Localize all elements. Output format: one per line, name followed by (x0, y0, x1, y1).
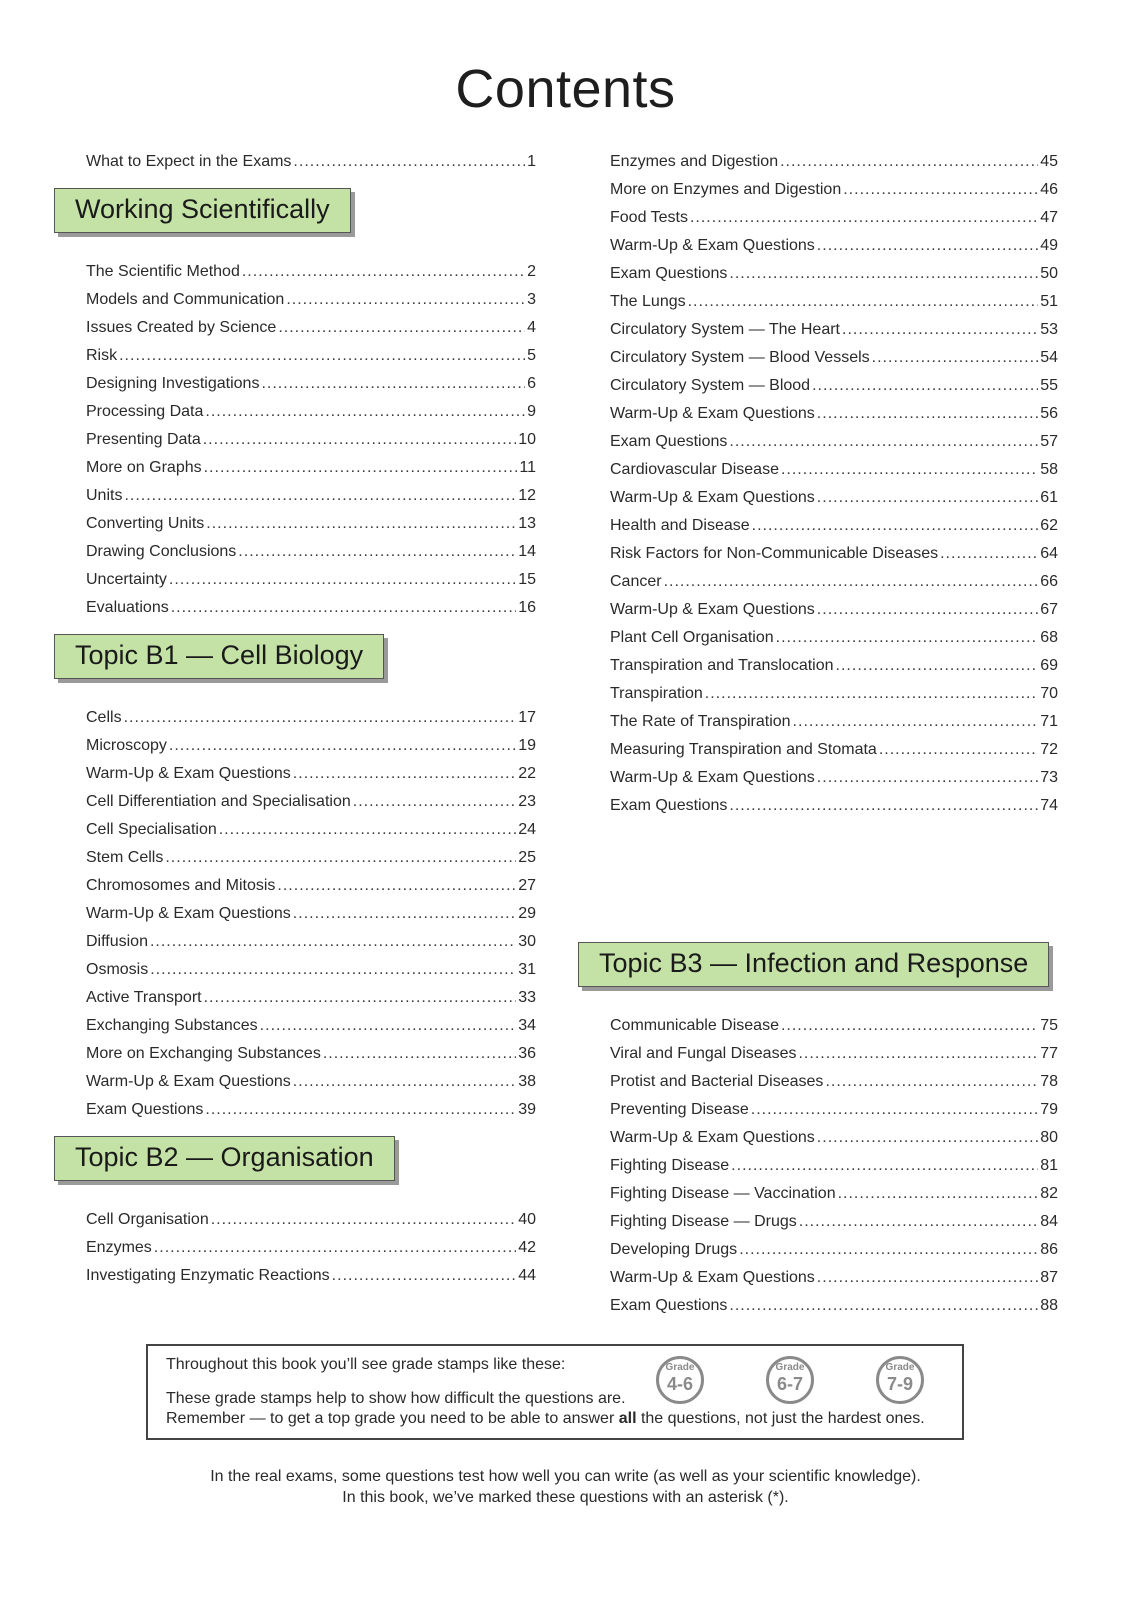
toc-entry-page: 84 (1040, 1213, 1058, 1230)
column-spacer (610, 820, 1058, 930)
toc-entry (86, 342, 536, 370)
toc-entry-title: Microscopy (86, 737, 167, 754)
toc-entry-page: 34 (518, 1017, 536, 1034)
toc-entry (86, 566, 536, 594)
toc-leader-dots (793, 708, 1039, 736)
toc-entry (610, 1096, 1058, 1124)
page-title: Contents (455, 59, 676, 119)
toc-entry-page: 45 (1040, 153, 1058, 170)
toc-entry (86, 704, 536, 732)
toc-entry-page: 73 (1040, 769, 1058, 786)
toc-entry (610, 1068, 1058, 1096)
toc-entry (610, 680, 1058, 708)
toc-entry-title: Exam Questions (610, 797, 728, 814)
toc-entry-title: Warm-Up & Exam Questions (86, 1073, 291, 1090)
toc-leader-dots (323, 1040, 516, 1068)
toc-entry (610, 1180, 1058, 1208)
toc-entry-page: 71 (1040, 713, 1058, 730)
toc-leader-dots (842, 316, 1038, 344)
section-heading-wrapper (75, 176, 536, 258)
toc-entry-title: Warm-Up & Exam Questions (610, 1269, 815, 1286)
toc-leader-dots (780, 148, 1038, 176)
toc-leader-dots (872, 344, 1039, 372)
toc-leader-dots (205, 1096, 516, 1124)
toc-entry-page: 62 (1040, 517, 1058, 534)
toc-entry (610, 232, 1058, 260)
toc-leader-dots (150, 956, 516, 984)
grade-stamp-info-box (146, 1344, 964, 1440)
toc-entry-title: Exam Questions (86, 1101, 204, 1118)
toc-entry-page: 38 (518, 1073, 536, 1090)
toc-entry-title: The Scientific Method (86, 263, 240, 280)
toc-entry-title: Enzymes and Digestion (610, 153, 779, 170)
toc-entry-page: 5 (527, 347, 536, 364)
toc-entry-title: Communicable Disease (610, 1017, 779, 1034)
toc-entry (610, 1012, 1058, 1040)
toc-leader-dots (825, 1068, 1038, 1096)
toc-entry (610, 1236, 1058, 1264)
info-line-1: Throughout this book you’ll see grade stamps like these: (166, 1356, 566, 1373)
toc-entry-page: 51 (1040, 293, 1058, 310)
toc-entry-page: 22 (518, 765, 536, 782)
contents-column-right (599, 148, 1058, 1320)
toc-entry-title: Warm-Up & Exam Questions (610, 1129, 815, 1146)
section-heading: Topic B2 — Organisation (54, 1136, 395, 1181)
toc-entry-page: 77 (1040, 1045, 1058, 1062)
toc-entry-page: 6 (527, 375, 536, 392)
section-heading: Topic B1 — Cell Biology (54, 634, 384, 679)
toc-leader-dots (776, 624, 1039, 652)
toc-entry (610, 596, 1058, 624)
toc-entry (86, 454, 536, 482)
toc-entry-title: Cells (86, 709, 122, 726)
toc-leader-dots (277, 872, 516, 900)
toc-entry-title: Issues Created by Science (86, 319, 277, 336)
toc-entry-title: Circulatory System — Blood (610, 377, 811, 394)
toc-entry (86, 900, 536, 928)
toc-entry-page: 68 (1040, 629, 1058, 646)
toc-entry (610, 736, 1058, 764)
toc-leader-dots (817, 484, 1038, 512)
toc-entry-title: Viral and Fungal Diseases (610, 1045, 797, 1062)
toc-entry-page: 12 (518, 487, 536, 504)
toc-entry (610, 1152, 1058, 1180)
toc-entry-page: 46 (1040, 181, 1058, 198)
toc-leader-dots (203, 426, 516, 454)
toc-entry-page: 75 (1040, 1017, 1058, 1034)
toc-entry-page: 56 (1040, 405, 1058, 422)
toc-entry (86, 370, 536, 398)
toc-entry (86, 258, 536, 286)
toc-entry-page: 49 (1040, 237, 1058, 254)
toc-entry-page: 13 (518, 515, 536, 532)
toc-entry (610, 148, 1058, 176)
toc-entry (610, 512, 1058, 540)
toc-entry-title: Exchanging Substances (86, 1017, 258, 1034)
toc-leader-dots (353, 788, 516, 816)
toc-leader-dots (751, 1096, 1038, 1124)
toc-entry (86, 314, 536, 342)
toc-entry (610, 288, 1058, 316)
toc-leader-dots (812, 372, 1038, 400)
toc-leader-dots (204, 454, 518, 482)
toc-leader-dots (731, 1152, 1038, 1180)
toc-leader-dots (838, 1180, 1039, 1208)
toc-entry (610, 652, 1058, 680)
toc-leader-dots (836, 652, 1039, 680)
toc-leader-dots (729, 260, 1038, 288)
toc-entry-page: 30 (518, 933, 536, 950)
section-heading: Working Scientifically (54, 188, 351, 233)
toc-entry-title: Cell Organisation (86, 1211, 209, 1228)
toc-entry-title: Designing Investigations (86, 375, 260, 392)
toc-entry-title: Processing Data (86, 403, 204, 420)
toc-leader-dots (293, 900, 516, 928)
toc-entry-title: Risk (86, 347, 118, 364)
toc-entry (86, 760, 536, 788)
toc-leader-dots (242, 258, 525, 286)
toc-entry-page: 74 (1040, 797, 1058, 814)
toc-entry-page: 17 (518, 709, 536, 726)
toc-entry-title: Developing Drugs (610, 1241, 738, 1258)
toc-entry (610, 204, 1058, 232)
toc-entry (610, 708, 1058, 736)
toc-entry-title: Warm-Up & Exam Questions (610, 237, 815, 254)
toc-leader-dots (124, 482, 516, 510)
toc-entry-title: Transpiration (610, 685, 703, 702)
toc-entry-page: 11 (519, 459, 536, 476)
toc-entry-page: 80 (1040, 1129, 1058, 1146)
contents-column-left (75, 148, 536, 1290)
toc-entry (86, 816, 536, 844)
toc-entry-title: Evaluations (86, 599, 169, 616)
toc-entry-title: Cancer (610, 573, 662, 590)
toc-leader-dots (729, 792, 1038, 820)
toc-entry (610, 428, 1058, 456)
toc-leader-dots (729, 1292, 1038, 1320)
toc-leader-dots (124, 704, 517, 732)
section-heading-wrapper (75, 1124, 536, 1206)
toc-entry (86, 1206, 536, 1234)
toc-leader-dots (817, 400, 1038, 428)
toc-leader-dots (664, 568, 1039, 596)
toc-entry-page: 14 (518, 543, 536, 560)
toc-leader-dots (260, 1012, 517, 1040)
toc-entry-title: What to Expect in the Exams (86, 153, 292, 170)
toc-entry-title: Plant Cell Organisation (610, 629, 774, 646)
toc-entry (610, 792, 1058, 820)
toc-entry-title: Measuring Transpiration and Stomata (610, 741, 877, 758)
toc-entry (610, 316, 1058, 344)
toc-leader-dots (798, 1040, 1038, 1068)
toc-leader-dots (204, 984, 517, 1012)
toc-entry (610, 400, 1058, 428)
toc-entry-page: 9 (527, 403, 536, 420)
toc-entry-title: Warm-Up & Exam Questions (610, 405, 815, 422)
toc-entry-page: 1 (527, 153, 536, 170)
grade-stamp-6-7-icon: Grade 6-7 (766, 1356, 814, 1404)
toc-entry-title: Warm-Up & Exam Questions (86, 905, 291, 922)
toc-entry-page: 44 (518, 1267, 536, 1284)
grade-stamp-4-6-icon: Grade 4-6 (656, 1356, 704, 1404)
toc-entry (86, 1096, 536, 1124)
toc-entry-title: Warm-Up & Exam Questions (610, 769, 815, 786)
toc-entry-page: 54 (1040, 349, 1058, 366)
toc-entry (610, 344, 1058, 372)
toc-leader-dots (817, 764, 1038, 792)
toc-entry-page: 33 (518, 989, 536, 1006)
toc-entry (610, 624, 1058, 652)
toc-leader-dots (817, 596, 1038, 624)
toc-entry-page: 31 (518, 961, 536, 978)
toc-entry-page: 87 (1040, 1269, 1058, 1286)
toc-entry (610, 1264, 1058, 1292)
toc-leader-dots (238, 538, 516, 566)
toc-entry-page: 42 (518, 1239, 536, 1256)
toc-entry (86, 426, 536, 454)
toc-entry-page: 36 (518, 1045, 536, 1062)
info-emphasis: all (618, 1410, 637, 1427)
toc-leader-dots (752, 512, 1039, 540)
section-heading: Topic B3 — Infection and Response (578, 942, 1049, 987)
toc-entry (86, 482, 536, 510)
toc-entry (86, 1234, 536, 1262)
toc-entry-title: Fighting Disease — Vaccination (610, 1185, 836, 1202)
toc-entry-page: 29 (518, 905, 536, 922)
section-heading-wrapper (599, 930, 1058, 1012)
toc-entry-title: Circulatory System — The Heart (610, 321, 840, 338)
toc-entry-title: The Lungs (610, 293, 686, 310)
toc-entry (86, 286, 536, 314)
toc-entry-title: Stem Cells (86, 849, 164, 866)
toc-entry (86, 788, 536, 816)
toc-leader-dots (169, 732, 516, 760)
toc-entry-title: Active Transport (86, 989, 202, 1006)
toc-entry (86, 510, 536, 538)
toc-entry-title: Exam Questions (610, 1297, 728, 1314)
toc-entry (610, 568, 1058, 596)
toc-leader-dots (261, 370, 525, 398)
toc-leader-dots (705, 680, 1038, 708)
toc-entry-page: 67 (1040, 601, 1058, 618)
toc-leader-dots (150, 928, 516, 956)
toc-entry-title: More on Graphs (86, 459, 202, 476)
toc-leader-dots (219, 816, 516, 844)
toc-leader-dots (879, 736, 1038, 764)
toc-leader-dots (817, 1264, 1038, 1292)
toc-entry-title: Warm-Up & Exam Questions (86, 765, 291, 782)
toc-leader-dots (293, 760, 516, 788)
toc-entry-title: Transpiration and Translocation (610, 657, 834, 674)
toc-entry (610, 260, 1058, 288)
toc-entry-page: 23 (518, 793, 536, 810)
toc-entry-page: 47 (1040, 209, 1058, 226)
toc-entry-title: Enzymes (86, 1239, 152, 1256)
toc-entry (610, 1040, 1058, 1068)
toc-entry (86, 844, 536, 872)
toc-entry-page: 16 (518, 599, 536, 616)
toc-entry-page: 55 (1040, 377, 1058, 394)
toc-entry-title: Units (86, 487, 123, 504)
toc-leader-dots (843, 176, 1038, 204)
toc-entry-title: The Rate of Transpiration (610, 713, 791, 730)
toc-entry-title: Cell Differentiation and Specialisation (86, 793, 351, 810)
toc-entry-title: Exam Questions (610, 265, 728, 282)
toc-entry (86, 1012, 536, 1040)
toc-entry (610, 764, 1058, 792)
toc-entry-page: 2 (527, 263, 536, 280)
toc-entry-page: 58 (1040, 461, 1058, 478)
toc-entry-title: Converting Units (86, 515, 205, 532)
section-heading-wrapper (75, 622, 536, 704)
toc-entry (86, 538, 536, 566)
toc-entry-title: Models and Communication (86, 291, 285, 308)
toc-entry-title: Warm-Up & Exam Questions (610, 489, 815, 506)
toc-entry-page: 3 (527, 291, 536, 308)
toc-entry-page: 10 (518, 431, 536, 448)
toc-entry (610, 1208, 1058, 1236)
toc-entry-page: 50 (1040, 265, 1058, 282)
toc-leader-dots (119, 342, 525, 370)
toc-entry-title: Chromosomes and Mitosis (86, 877, 276, 894)
toc-entry (86, 928, 536, 956)
footer-line-1: In the real exams, some questions test how well you can write (as well as your scientific knowledge). (210, 1468, 921, 1485)
toc-entry-page: 53 (1040, 321, 1058, 338)
toc-entry (86, 1040, 536, 1068)
toc-leader-dots (278, 314, 525, 342)
toc-entry (86, 956, 536, 984)
toc-entry-page: 78 (1040, 1073, 1058, 1090)
toc-entry-page: 79 (1040, 1101, 1058, 1118)
toc-entry (610, 1292, 1058, 1320)
toc-entry-page: 24 (518, 821, 536, 838)
toc-entry (86, 732, 536, 760)
toc-entry (86, 872, 536, 900)
toc-entry-page: 15 (518, 571, 536, 588)
toc-leader-dots (165, 844, 516, 872)
toc-entry-title: Drawing Conclusions (86, 543, 237, 560)
toc-entry (610, 484, 1058, 512)
toc-leader-dots (286, 286, 525, 314)
toc-leader-dots (332, 1262, 517, 1290)
footer-line-2: In this book, we’ve marked these questions with an asterisk (*). (342, 1489, 789, 1506)
toc-entry-page: 25 (518, 849, 536, 866)
toc-entry-page: 69 (1040, 657, 1058, 674)
toc-leader-dots (293, 148, 525, 176)
toc-entry-title: Circulatory System — Blood Vessels (610, 349, 870, 366)
toc-entry-title: Health and Disease (610, 517, 750, 534)
toc-entry-page: 70 (1040, 685, 1058, 702)
toc-leader-dots (205, 398, 525, 426)
toc-entry-page: 66 (1040, 573, 1058, 590)
toc-entry-page: 39 (518, 1101, 536, 1118)
footer-note (0, 1466, 1131, 1508)
toc-entry-page: 19 (518, 737, 536, 754)
toc-leader-dots (940, 540, 1038, 568)
toc-entry (610, 540, 1058, 568)
toc-entry (86, 984, 536, 1012)
toc-leader-dots (688, 288, 1039, 316)
toc-entry (86, 148, 536, 176)
toc-leader-dots (293, 1068, 516, 1096)
toc-entry-page: 81 (1040, 1157, 1058, 1174)
toc-entry-page: 82 (1040, 1185, 1058, 1202)
toc-leader-dots (817, 232, 1038, 260)
toc-entry (86, 398, 536, 426)
toc-entry (610, 1124, 1058, 1152)
toc-leader-dots (154, 1234, 516, 1262)
toc-entry-page: 61 (1040, 489, 1058, 506)
toc-entry (86, 594, 536, 622)
toc-leader-dots (169, 566, 516, 594)
toc-entry-title: More on Exchanging Substances (86, 1045, 321, 1062)
info-line-3: Remember — to get a top grade you need to be able to answer all the questions, not just the hardest ones. (166, 1410, 925, 1427)
toc-leader-dots (739, 1236, 1038, 1264)
toc-entry (86, 1262, 536, 1290)
toc-entry-title: Fighting Disease — Drugs (610, 1213, 797, 1230)
toc-entry (86, 1068, 536, 1096)
toc-entry (610, 372, 1058, 400)
toc-entry-title: Diffusion (86, 933, 148, 950)
toc-leader-dots (781, 456, 1038, 484)
toc-entry-title: Investigating Enzymatic Reactions (86, 1267, 330, 1284)
toc-leader-dots (206, 510, 516, 538)
toc-entry-page: 72 (1040, 741, 1058, 758)
toc-entry-title: More on Enzymes and Digestion (610, 181, 842, 198)
toc-entry-title: Uncertainty (86, 571, 167, 588)
toc-entry-title: Risk Factors for Non-Communicable Diseases (610, 545, 939, 562)
toc-leader-dots (171, 594, 516, 622)
toc-entry-title: Cardiovascular Disease (610, 461, 779, 478)
toc-entry-title: Food Tests (610, 209, 688, 226)
toc-entry-title: Fighting Disease (610, 1157, 730, 1174)
toc-entry-page: 64 (1040, 545, 1058, 562)
toc-entry-page: 86 (1040, 1241, 1058, 1258)
toc-entry (610, 456, 1058, 484)
toc-leader-dots (211, 1206, 516, 1234)
toc-entry-page: 27 (518, 877, 536, 894)
toc-entry-title: Cell Specialisation (86, 821, 217, 838)
toc-entry-title: Osmosis (86, 961, 149, 978)
toc-entry-title: Exam Questions (610, 433, 728, 450)
info-line-2: These grade stamps help to show how difficult the questions are. (166, 1390, 626, 1407)
toc-entry-page: 4 (527, 319, 536, 336)
toc-entry-page: 40 (518, 1211, 536, 1228)
toc-entry-title: Warm-Up & Exam Questions (610, 601, 815, 618)
toc-leader-dots (690, 204, 1038, 232)
toc-entry-page: 88 (1040, 1297, 1058, 1314)
toc-entry-page: 57 (1040, 433, 1058, 450)
toc-leader-dots (781, 1012, 1038, 1040)
toc-entry (610, 176, 1058, 204)
toc-leader-dots (799, 1208, 1038, 1236)
toc-entry-title: Presenting Data (86, 431, 201, 448)
toc-leader-dots (817, 1124, 1038, 1152)
grade-stamp-7-9-icon: Grade 7-9 (876, 1356, 924, 1404)
toc-entry-title: Protist and Bacterial Diseases (610, 1073, 824, 1090)
toc-leader-dots (729, 428, 1038, 456)
toc-entry-title: Preventing Disease (610, 1101, 749, 1118)
